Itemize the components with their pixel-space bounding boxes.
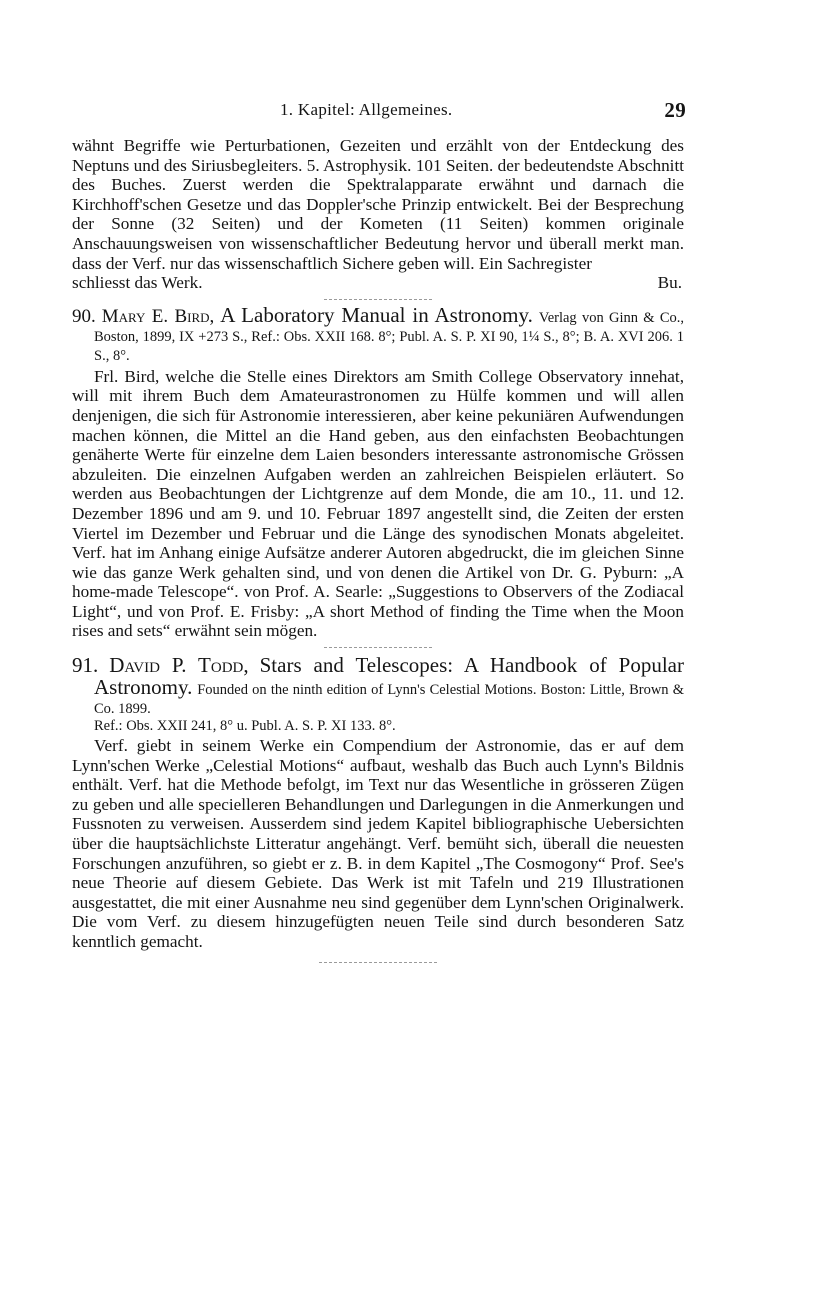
entry-title: A Laboratory Manual in Astronomy. (220, 302, 533, 327)
entry-number: 90. (72, 305, 96, 327)
entry-91-heading (72, 654, 684, 718)
closing-text: schliesst das Werk. (72, 273, 203, 293)
entry-91-review: Verf. giebt in seinem Werke ein Compendium der Astronomie, das er auf dem Lynn'schen Werke „Celestial Motions“ aufbaut, weshalb das Buch auch Lynn's Bildnis enthält. Verf. hat die Methode befolgt, im Text nur das Wesentliche in grösseren Zügen zu geben und alle specielleren Behandlungen und Darlegungen in die Anmerkungen und Fussnoten zu verweisen. Ausserdem sind jedem Kapitel bibliographische Uebersichten über die hauptsächlichste Litteratur angehängt. Verf. bemüht sich, überall die neuesten Forschungen anzuführen, so giebt er z. B. in dem Kapitel „The Cosmogony“ Prof. See's neue Theorie auf diesem Gebiete. Das Werk ist mit Tafeln und 219 Illustrationen ausgestattet, die mit einer Ausnahme neu sind gegenüber dem Lynn'schen Originalwerk. Die vom Verf. zu diesem hinzugefügten neuen Teile sind durch besonderen Satz kenntlich gemacht. (72, 736, 684, 951)
entry-author: Mary E. Bird, (101, 305, 215, 327)
entry-author: David P. Todd, (109, 653, 249, 678)
end-divider (319, 962, 437, 963)
entry-publication-info: Verlag von Ginn & Co., Boston, 1899, IX +273 S., Ref.: Obs. XXII 168. 8°; Publ. A. S. P. XI 90, 1¼ S., 8°; B. A. XVI 206. 1 S., 8°. (94, 309, 685, 364)
reviewer-signature: Bu. (657, 273, 682, 293)
continued-paragraph: wähnt Begriffe wie Perturbationen, Gezeiten und erzählt von der Entdeckung des Neptuns und des Siriusbegleiters. 5. Astrophysik. 101 Seiten. der bedeutendste Abschnitt des Buches. Zuerst werden die Spektralapparate erwähnt und darnach die Kirchhoff'schen Gesetze und das Doppler'sche Prinzip entwickelt. Bei der Besprechung der Sonne (32 Seiten) und der Kometen (11 Seiten) kommen originale Anschauungsweisen von wissenschaftlicher Bedeutung hervor und überall merkt man. dass der Verf. nur das wissenschaftlich Sichere geben will. Ein Sachregister (72, 136, 684, 273)
chapter-heading: 1. Kapitel: Allgemeines. (280, 100, 453, 119)
section-divider (324, 647, 432, 648)
book-page (72, 92, 684, 969)
entry-91-refs-row (72, 718, 684, 734)
entry-publication-info: Founded on the ninth edition of Lynn's Celestial Motions. Boston: Little, Brown & Co. 1899. (94, 682, 685, 718)
entry-90-heading (72, 302, 685, 365)
paragraph-closing-line (72, 273, 684, 293)
entry-title: Stars and Telescopes: A Handbook of Popular Astronomy. (94, 653, 684, 700)
running-head (72, 92, 684, 120)
entry-references: Ref.: Obs. XXII 241, 8° u. Publ. A. S. P. XI 133. 8°. (94, 718, 396, 735)
entry-90-review: Frl. Bird, welche die Stelle eines Direktors am Smith College Observatory innehat, will mit ihrem Buch dem Amateurastronomen zu Hülfe kommen und will allen denjenigen, die sich für Astronomie interessieren, aber keine pekuniären Aufwendungen machen können, die Mittel an die Hand geben, aus den einfachsten Beobachtungen genäherte Werte für einzelne dem Laien besonders interessante astronomische Grössen abzuleiten. Die einzelnen Aufgaben werden an zahlreichen Beispielen erläutert. So werden aus Beobachtungen der Lichtgrenze auf dem Monde, die am 10., 11. und 12. Dezember 1896 und am 9. und 10. Februar 1897 angestellt sind, die Zeiten der ersten Viertel im Dezember und Februar und die Länge des synodischen Monats abgeleitet. Verf. hat im Anhang einige Aufsätze anderer Autoren abgedruckt, die im gleichen Sinne wie das ganze Werk gehalten sind, und von denen die Artikel von Dr. G. Pyburn: „A home-made Telescope“. von Prof. A. Searle: „Suggestions to Observers of the Zodiacal Light“, und von Prof. E. Frisby: „A short Method of finding the Time when the Moon rises and sets“ erwähnt sein mögen. (72, 366, 684, 641)
page-number: 29 (664, 98, 686, 122)
entry-number: 91. (72, 653, 99, 678)
section-divider (324, 299, 432, 300)
